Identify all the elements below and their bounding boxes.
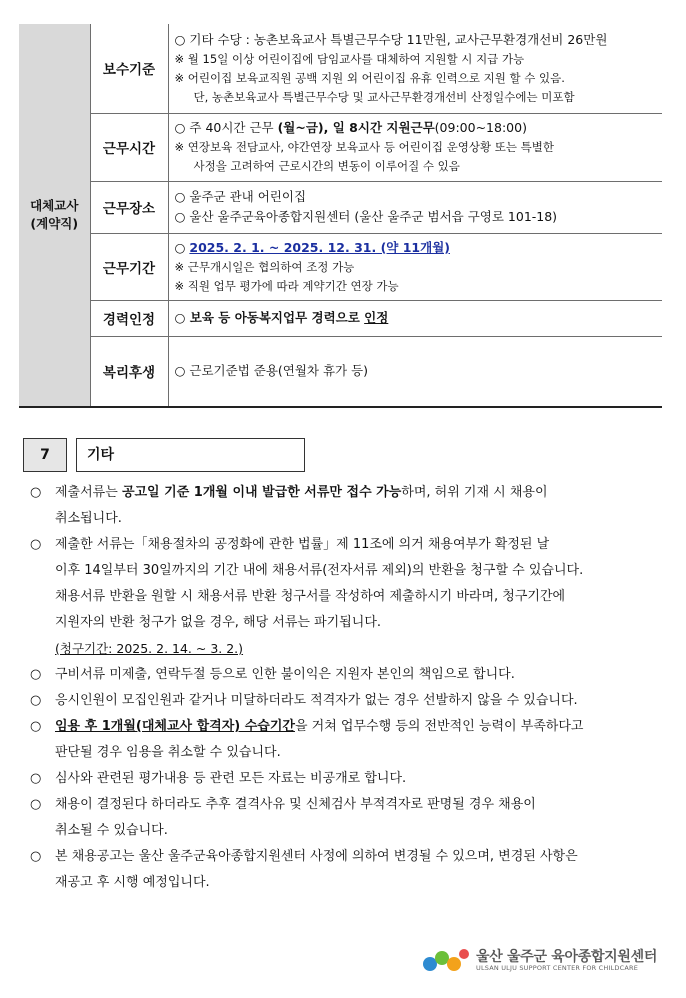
list-item: ○ 제출서류는 공고일 기준 1개월 이내 발급한 서류만 접수 가능하며, 허위 기재 시 채용이 취소됩니다. [30, 485, 548, 526]
center-logo-sub: ULSAN ULJU SUPPORT CENTER FOR CHILDCARE [476, 964, 639, 972]
row-label-location: 근무장소 [90, 181, 168, 233]
center-logo [420, 944, 660, 976]
claim-period: (청구기간: 2025. 2. 14. ~ 3. 2.) [55, 641, 244, 656]
center-logo-icon [420, 944, 472, 976]
list-item: ○ 채용이 결정된다 하더라도 추후 결격사유 및 신체검사 부적격자로 판명될 경우 채용이 취소될 수 있습니다. [30, 797, 536, 838]
list-item: ○ 임용 후 1개월(대체교사 합격자) 수습기간을 거쳐 업무수행 등의 전반적인 능력이 부족하다고 판단될 경우 임용을 취소할 수 있습니다. [30, 719, 584, 760]
location-content: ○ 울주군 관내 어린이집 ○ 울산 울주군육아종합지원센터 (울산 울주군 범서읍 구영로 101-18) [168, 181, 662, 233]
row-label-career: 경력인정 [90, 300, 168, 336]
pay-content: ○ 기타 수당 : 농촌보육교사 특별근무수당 11만원, 교사근무환경개선비 26만원 ※ 월 15일 이상 어린이집에 담임교사를 대체하여 지원할 시 지급 가능 ※ 어린이집 보육교직원 공백 지원 외 어린이집 유휴 인력으로 지원 할 수 있음. 단, 농촌보육교사 특별근무수당 및 교사근무환경개선비 산정일수에는 미포함 [168, 24, 662, 113]
section-number: 7 [23, 438, 67, 472]
welfare-content: ○ 근로기준법 준용(연월차 휴가 등) [168, 336, 662, 407]
row-label-welfare: 복리후생 [90, 336, 168, 407]
category-cell: 대체교사 (계약직) [19, 24, 90, 407]
section-title: 기타 [76, 438, 305, 472]
work-period: 2025. 2. 1. ~ 2025. 12. 31. (약 11개월) [189, 239, 450, 255]
recruitment-conditions-table [19, 24, 662, 408]
list-item: ○ 구비서류 미제출, 연락두절 등으로 인한 불이익은 지원자 본인의 책임으로 합니다. [30, 667, 515, 682]
center-logo-name: 울산 울주군 육아종합지원센터 [476, 949, 658, 965]
list-item: ○ 본 채용공고는 울산 울주군육아종합지원센터 사정에 의하여 변경될 수 있으며, 변경된 사항은 재공고 후 시행 예정입니다. [30, 849, 578, 890]
career-content: ○ 보육 등 아동복지업무 경력으로 인정 [168, 300, 662, 336]
row-label-hours: 근무시간 [90, 113, 168, 181]
list-item: ○ 심사와 관련된 평가내용 등 관련 모든 자료는 비공개로 합니다. [30, 771, 407, 786]
pay-note-3: 단, 농촌보육교사 특별근무수당 및 교사근무환경개선비 산정일수에는 미포함 [193, 89, 575, 104]
pay-note-2: 어린이집 보육교직원 공백 지원 외 어린이집 유휴 인력으로 지원 할 수 있음. [187, 70, 565, 85]
hours-content: ○ 주 40시간 근무 (월~금), 일 8시간 지원근무(09:00~18:00) ※ 연장보육 전담교사, 야간연장 보육교사 등 어린이집 운영상황 또는 특별한 사정을 고려하여 근로시간의 변동이 이루어질 수 있음 [168, 113, 662, 181]
list-item: ○ 응시인원이 모집인원과 같거나 미달하더라도 적격자가 없는 경우 선발하지 않을 수 있습니다. [30, 693, 578, 708]
pay-note-1: 월 15일 이상 어린이집에 담임교사를 대체하여 지원할 시 지급 가능 [187, 51, 525, 66]
row-label-period: 근무기간 [90, 233, 168, 300]
period-content: ○ 2025. 2. 1. ~ 2025. 12. 31. (약 11개월) ※ 근무개시일은 협의하여 조정 가능 ※ 직원 업무 평가에 따라 계약기간 연장 가능 [168, 233, 662, 300]
row-label-pay: 보수기준 [90, 24, 168, 113]
pay-allowance: 기타 수당 : 농촌보육교사 특별근무수당 11만원, 교사근무환경개선비 26만원 [189, 31, 608, 47]
notice-list [30, 480, 662, 896]
list-item: ○ 제출한 서류는「채용절차의 공정화에 관한 법률」제 11조에 의거 채용여부가 확정된 날 이후 14일부터 30일까지의 기간 내에 채용서류(전자서류 제외)의 반환을 청구할 수 있습니다. 채용서류 반환을 원할 시 채용서류 반환 청구서를 작성하여 제출하시기 바라며, 청구기간에 지원자의 반환 청구가 없을 경우, 해당 서류는 파기됩니다. [30, 537, 584, 630]
